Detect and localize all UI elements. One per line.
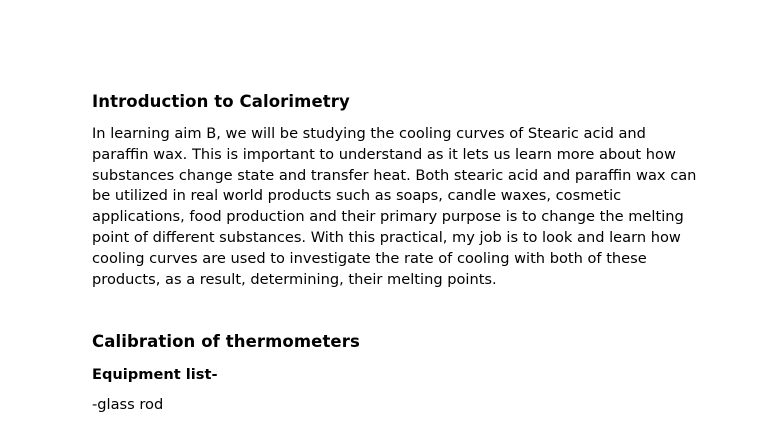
equipment-list-label: Equipment list- [92,366,218,384]
section-heading-calorimetry: Introduction to Calorimetry [92,92,350,111]
equipment-item: -glass rod [92,396,164,414]
document-content [92,92,702,415]
intro-paragraph: In learning aim B, we will be studying the cooling curves of Stearic acid and paraffin wax. This is important to understand as it lets us learn more about how substances change state and transfer heat. Both stearic acid and paraffin wax can be utilized in real world products such as soaps, candle waxes, cosmetic applications, food production and their primary purpose is to change the melting point of different substances. With this practical, my job is to look and learn how cooling curves are used to investigate the rate of cooling with both of these products, as a result, determining, their melting points. [92,125,697,288]
section-heading-calibration: Calibration of thermometers [92,332,360,352]
